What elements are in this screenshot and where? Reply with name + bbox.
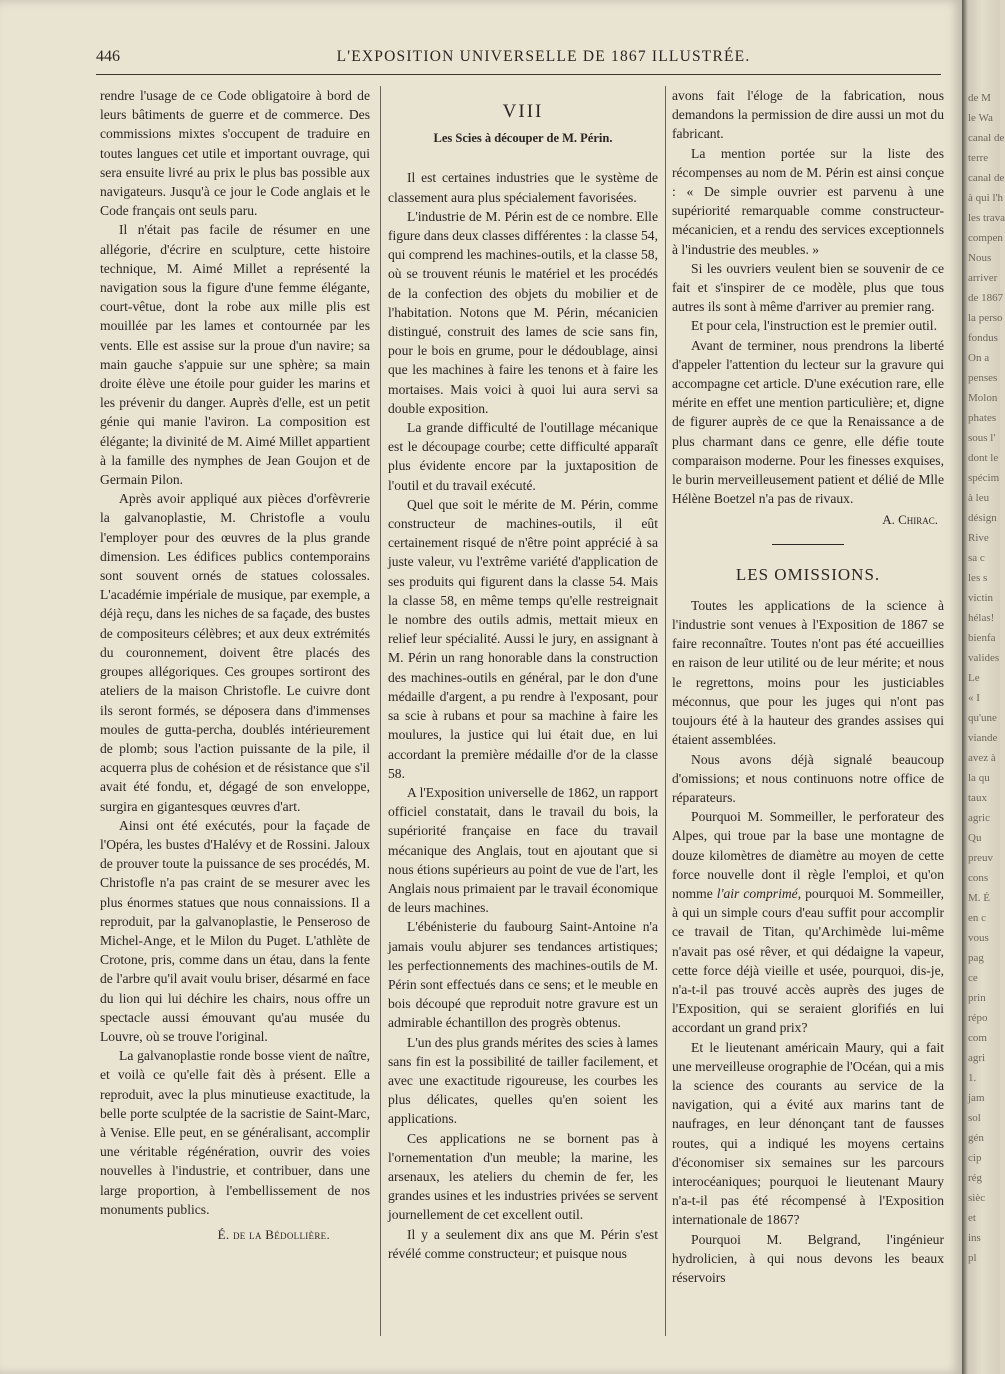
edge-text-fragment: victin: [968, 592, 994, 604]
author-signature: É. de la Bédollière.: [217, 1226, 330, 1242]
paragraph: Il est certaines industries que le système de classement aura plus spécialement favorisées.: [388, 170, 658, 205]
edge-text-fragment: com: [968, 1032, 987, 1044]
header-rule: [96, 74, 941, 75]
paragraph: Ces applications ne se bornent pas à l'ornementation d'un meuble; la marine, les arsenaux, les ateliers du chemin de fer, les grandes usines et les industries privées se servent journellement de cet excellent outil.: [388, 1130, 658, 1223]
section-subtitle: Les Scies à découper de M. Périn.: [433, 131, 613, 146]
edge-text-fragment: phates: [968, 412, 997, 424]
edge-text-fragment: arriver: [968, 272, 998, 284]
edge-text-fragment: sous l': [968, 432, 996, 444]
edge-text-fragment: sa c: [968, 552, 985, 564]
edge-text-fragment: sol: [968, 1112, 981, 1124]
edge-text-fragment: les s: [968, 572, 988, 584]
paragraph: Si les ouvriers veulent bien se souvenir de ce fait et s'inspirer de ce modèle, plus que tous autres ils sont à même d'arriver au premier rang.: [672, 260, 944, 315]
edge-text-fragment: Le: [968, 672, 980, 684]
paragraph: La grande difficulté de l'outillage mécanique est le découpage courbe; cette difficulté apparaît plus évidente encore par la juxtaposition de l'outil et du travail exécuté.: [388, 420, 658, 493]
edge-text-fragment: dont le: [968, 452, 999, 464]
column-2: [388, 86, 658, 1341]
edge-text-fragment: terre: [968, 152, 989, 164]
section-number: VIII: [502, 101, 544, 122]
edge-text-fragment: hélas!: [968, 612, 995, 624]
paragraph: L'un des plus grands mérites des scies à lames sans fin est la possibilité de tailler facilement, et avec une exactitude rigoureuse, les courbes les plus délicates, quelles qu'en soient les applications.: [388, 1034, 658, 1127]
edge-text-fragment: cons: [968, 872, 989, 884]
edge-text-fragment: avez à: [968, 752, 996, 764]
edge-text-fragment: fondus: [968, 332, 998, 344]
edge-text-fragment: à leu: [968, 492, 990, 504]
edge-text-fragment: de M: [968, 92, 991, 104]
author-signature: A. Chirac.: [882, 512, 938, 528]
italic-term: l'air comprimé: [716, 885, 798, 901]
text-run: , pourquoi M. Sommeiller, à qui un simple cours d'eau suffit pour accomplir ce travail de Titan, qu'Archimède lui-même n'avait pas osé rêver, et qui dédaigne la vapeur, cette force déjà vieille et usée, pourquoi, dis-je, n'a-t-il pas trouvé accès auprès des juges de l'Exposition, qui se seraient glorifiés en lui accordant un grand prix?: [672, 885, 944, 1036]
paragraph: Ainsi ont été exécutés, pour la façade de l'Opéra, les bustes d'Halévy et de Rossini. Jaloux de prouver toute la puissance de ses procédés, M. Christofle n'a pas craint de se mesurer avec les plus énormes statues que nous connaissions. Il a reproduit, par la galvanoplastie, le Penseroso de Michel-Ange, et le Milon du Puget. L'athlète de Crotone, pris, comme dans un étau, dans la fente de l'arbre qu'il avait voulu briser, désarmé en face du lion qui lui déchire les chairs, nous offre un spectacle aussi émouvant qu'au musée du Louvre, où se trouve l'original.: [100, 817, 370, 1044]
column-separator: [665, 86, 666, 1336]
edge-text-fragment: en c: [968, 912, 987, 924]
paragraph: Pourquoi M. Belgrand, l'ingénieur hydrolicien, à qui nous devons les beaux réservoirs: [672, 1231, 944, 1285]
edge-text-fragment: On a: [968, 352, 990, 364]
edge-text-fragment: Qu: [968, 832, 982, 844]
paragraph: Toutes les applications de la science à l'industrie sont venues à l'Exposition de 1867 se faire reconnaître. Toutes n'ont pas été accueillies en raison de leur utilité ou de leur mérite; et nous le regrettons, moins pour les justiciables méconnus, que pour les juges qui n'ont pas toujours été à la hauteur des grandes assises qui étaient assemblées.: [672, 597, 944, 748]
text-run: Pourquoi M. Sommeiller, le perforateur des Alpes, qui troue par la base une montagne de douze kilomètres de diamètre au moyen de cette force nouvelle dont il règle l'emploi, et qu'on nomme: [672, 809, 944, 901]
edge-text-fragment: canal de: [968, 172, 1005, 184]
paragraph: Après avoir appliqué aux pièces d'orfèvrerie la galvanoplastie, M. Christofle a voulu l'employer pour des œuvres de la plus grande dimension. Les édifices publics contemporains sont souvent ornés de statues colossales. L'académie impériale de musique, par exemple, a déjà reçu, dans les niches de sa façade, des bustes de compositeurs célèbres; et aux deux extrémités du couronnement, doivent être placés des groupes allégoriques. Ces groupes sortiront des ateliers de la maison Christofle. Le cuivre dont ils seront formés, se déposera dans d'immenses moules de gutta-percha, doublés intérieurement de plomb; sous l'action puissante de la pile, il acquerra plus de cohésion et de résistance que s'il avait été fondu, et, dégagé de son enveloppe, surgira en gigantesques œuvres d'art.: [100, 491, 370, 814]
edge-text-fragment: Nous: [968, 252, 992, 264]
edge-text-fragment: agric: [968, 812, 990, 824]
edge-text-fragment: rég: [968, 1172, 983, 1184]
edge-text-fragment: la perso: [968, 312, 1003, 324]
section-divider: [772, 544, 844, 545]
column-3: [672, 86, 944, 1341]
edge-text-fragment: bienfa: [968, 632, 996, 644]
edge-text-fragment: agri: [968, 1052, 986, 1064]
edge-text-fragment: M. É: [968, 892, 990, 904]
paragraph: Nous avons déjà signalé beaucoup d'omissions; et nous continuons notre office de réparateurs.: [672, 751, 944, 805]
paragraph: Et le lieutenant américain Maury, qui a fait une merveilleuse orographie de l'Océan, qui a mis la science des courants au service de la navigation, qui a évité aux marins tant de naufrages, en leur dénonçant tant de fausses routes, qui a indiqué les moyens certains d'économiser six semaines sur les parcours interocéaniques; pourquoi le lieutenant Maury n'a-t-il pas été récompensé à l'Exposition internationale de 1867?: [672, 1039, 944, 1228]
paragraph: Il n'était pas facile de résumer en une allégorie, d'écrire en sculpture, cette histoire technique, M. Aimé Millet a représenté la navigation sous la figure d'une femme élégante, court-vêtue, dont la robe aux mille plis est mouillée par les lames et contournée par les vents. Elle est assise sur la proue d'un navire; sa main gauche s'appuie sur une sphère; sa main droite élève une étoile pour guider les marins et les prévenir du danger. Auprès d'elle, est un petit génie qui manie l'aviron. La composition est élégante; la divinité de M. Aimé Millet appartient à la famille des nymphes de Jean Goujon et de Germain Pilon.: [100, 222, 370, 488]
edge-text-fragment: vous: [968, 932, 989, 944]
edge-text-fragment: à qui l'h: [968, 192, 1003, 204]
edge-text-fragment: penses: [968, 372, 998, 384]
edge-text-fragment: ins: [968, 1232, 981, 1244]
section-title: LES OMISSIONS.: [735, 564, 881, 584]
paragraph: Et pour cela, l'instruction est le premier outil.: [691, 318, 937, 334]
edge-text-fragment: Molon: [968, 392, 998, 404]
paragraph: L'industrie de M. Périn est de ce nombre. Elle figure dans deux classes différentes : la classe 54, qui comprend les machines-outils, et la classe 58, où se trouvent réunis le matériel et les procédés de la confection des objets du mobilier et de l'habitation. Notons que M. Périn, mécanicien distingué, construit des lames de scie sans fin, pour le bois en grume, pour le dédoublage, ainsi que les machines à faire les tenons et à faire les mortaises. Mais voici à quoi lui aura servi sa double exposition.: [388, 208, 658, 416]
edge-text-fragment: pag: [968, 952, 984, 964]
edge-text-fragment: compen: [968, 232, 1003, 244]
edge-text-fragment: prin: [968, 992, 986, 1004]
paragraph: La galvanoplastie ronde bosse vient de naître, et voilà ce qu'elle fait dès à présent. Elle a reproduit, avec la plus minutieuse exactitude, la belle porte sculptée de la sacristie de Saint-Marc, à Venise. Elle peut, en se généralisant, accomplir une véritable régénération, ouvrir des voies nouvelles à l'industrie, et contribuer, dans une large proportion, à l'embellissement de nos monuments publics.: [100, 1048, 370, 1217]
paragraph: avons fait l'éloge de la fabrication, nous demandons la permission de dire aussi un mot du fabricant.: [672, 88, 944, 142]
edge-text-fragment: jam: [968, 1092, 985, 1104]
edge-text-fragment: ce: [968, 972, 978, 984]
facing-page-edge: [962, 0, 1005, 1374]
edge-text-fragment: répo: [968, 1012, 988, 1024]
edge-text-fragment: canal de: [968, 132, 1005, 144]
edge-text-fragment: la qu: [968, 772, 990, 784]
edge-text-fragment: 1.: [968, 1072, 977, 1084]
column-separator: [380, 86, 381, 1336]
edge-text-fragment: les trava: [968, 212, 1005, 224]
running-title: L'EXPOSITION UNIVERSELLE DE 1867 ILLUSTRÉE.: [336, 48, 751, 65]
page-number: 446: [96, 48, 120, 65]
paragraph: [672, 807, 944, 1037]
page-header: [96, 44, 941, 74]
edge-text-fragment: sièc: [968, 1192, 986, 1204]
edge-text-fragment: viande: [968, 732, 998, 744]
paragraph: Il y a seulement dix ans que M. Périn s'est révélé comme constructeur; et puisque nous: [388, 1226, 658, 1261]
edge-text-fragment: preuv: [968, 852, 994, 864]
edge-text-fragment: Rive: [968, 532, 989, 544]
paragraph: L'ébénisterie du faubourg Saint-Antoine n'a jamais voulu abjurer ses tendances artistiques; les perfectionnements des machines-outils de M. Périn sont effectués dans ce sens; et le meuble en bois découpé que reproduit notre gravure est un admirable échantillon des progrès obtenus.: [388, 919, 658, 1031]
paragraph: Avant de terminer, nous prendrons la liberté d'appeler l'attention du lecteur sur la gravure qui accompagne cet article. D'une exécution rare, elle mérite en effet une mention particulière; et, digne de figurer auprès de ce que la Renaissance a de plus charmant dans ce genre, elle défie toute comparaison moderne. Pour les finesses exquises, le burin merveilleusement patient et délié de Mlle Hélène Boetzel n'a pas de rivaux.: [672, 337, 944, 507]
edge-text-fragment: et: [968, 1212, 976, 1224]
edge-text-fragment: spécim: [968, 472, 1000, 484]
edge-text-fragment: taux: [968, 792, 987, 804]
paragraph: La mention portée sur la liste des récompenses au nom de M. Périn est ainsi conçue : « De simple ouvrier est parvenu à une supériorité remarquable comme constructeur-mécanicien, et a rendu des services exceptionnels à l'industrie des meubles. »: [672, 145, 944, 257]
paragraph: A l'Exposition universelle de 1862, un rapport officiel constatait, dans le travail du bois, la supériorité française en face du travail mécanique des Anglais, tout en ajoutant que si nous étions supérieurs au point de vue de l'art, les Anglais nous primaient par le travail économique de leurs machines.: [388, 784, 658, 916]
edge-text-fragment: désign: [968, 512, 997, 524]
edge-text-fragment: de 1867: [968, 292, 1004, 304]
paragraph: Quel que soit le mérite de M. Périn, comme constructeur de machines-outils, il eût certainement risqué de n'être point apprécié à sa juste valeur, vu l'extrême variété d'application de ses produits qui figurent dans la classe 54. Mais la classe 58, en même temps qu'elle restreignait le nombre des outils admis, mettait mieux en relief leur spécialité. Aussi le jury, en assignant à M. Périn un rang honorable dans la construction des machines-outils en général, par le don d'une médaille d'argent, a pu rendre à l'exposant, pour sa scie à rubans et pour sa machine à faire les moulures, la justice qui lui était due, en lui accordant la première médaille d'or de la classe 58.: [388, 496, 658, 781]
column-1: [100, 86, 370, 1341]
paragraph: rendre l'usage de ce Code obligatoire à bord de leurs bâtiments de guerre et de commerce. Des commissions mixtes s'occupent de traduire en toutes langues cet utile et important ouvrage, qui sera ensuite livré au prix le plus bas possible aux navigateurs. Jusqu'à ce jour le Code anglais et le Code français ont seuls paru.: [100, 88, 370, 219]
edge-text-fragment: pl: [968, 1252, 977, 1264]
edge-text-fragment: qu'une: [968, 712, 997, 724]
edge-text-fragment: le Wa: [968, 112, 993, 124]
edge-text-fragment: « I: [968, 692, 980, 704]
edge-text-fragment: cip: [968, 1152, 982, 1164]
edge-text-fragment: gén: [968, 1132, 984, 1144]
edge-text-fragment: valides: [968, 652, 1000, 664]
